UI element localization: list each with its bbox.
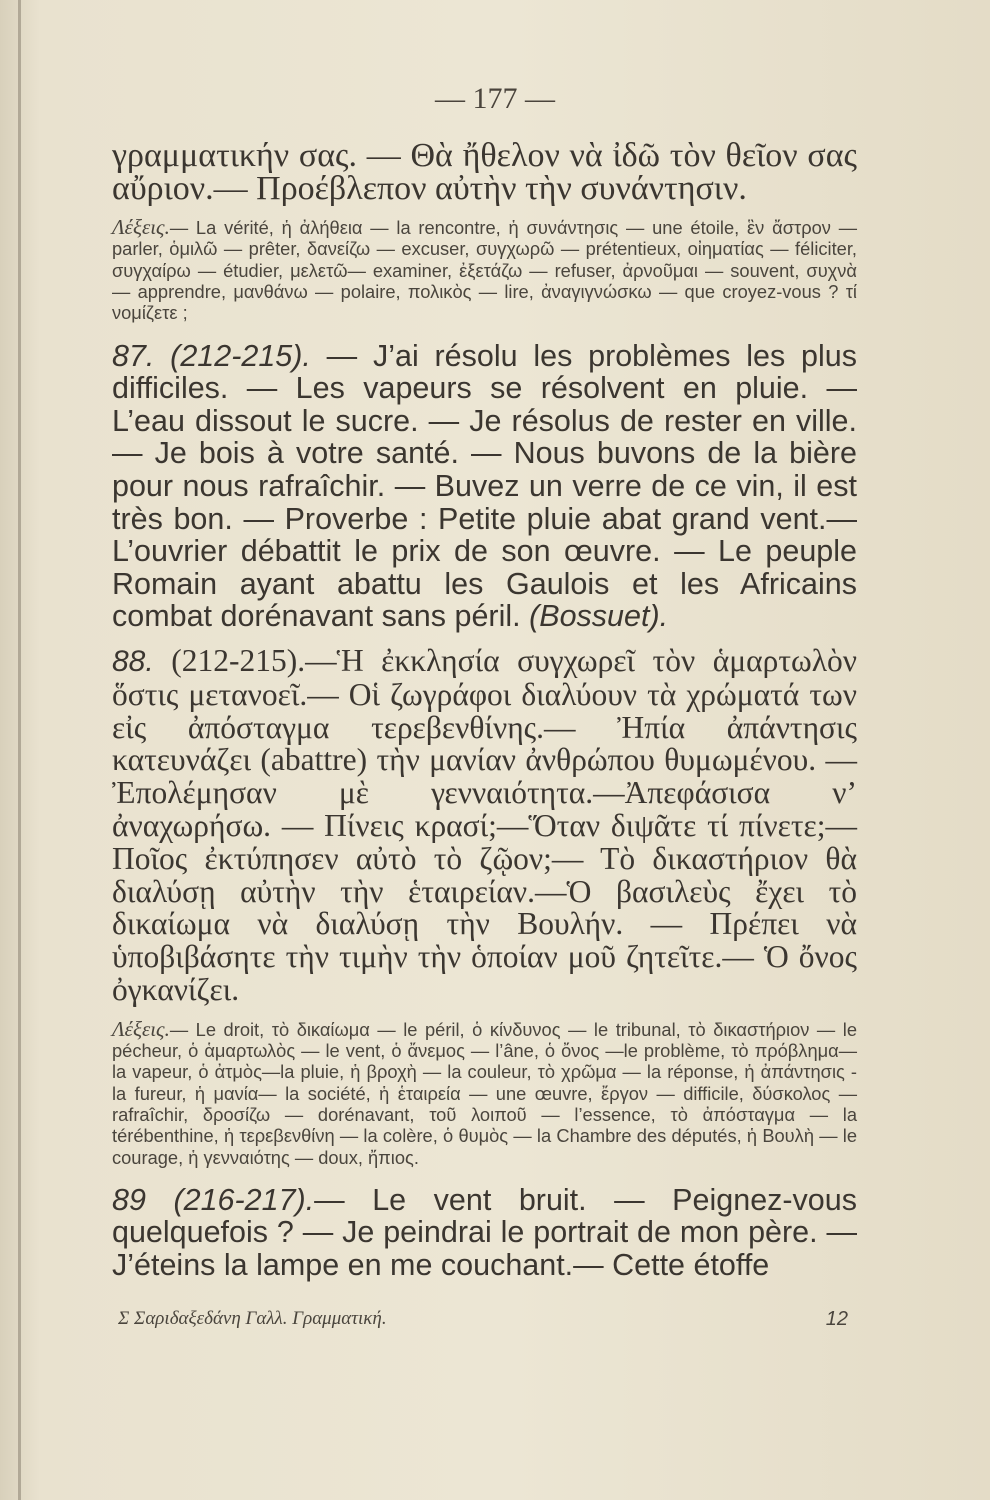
- vocabulary-label: Λέξεις.: [112, 1016, 170, 1041]
- exercise-number: 88.: [112, 645, 154, 679]
- footer-sheet-number: 12: [825, 1308, 848, 1330]
- exercise-87: [112, 340, 857, 633]
- exercise-88: [112, 645, 857, 1007]
- footer-signature: Σ Σαριδαξεδάνη Γαλλ. Γραμματική.: [118, 1308, 387, 1329]
- exercise-source: (Bossuet).: [529, 599, 669, 634]
- vocabulary-text: — La vérité, ἡ ἀλήθεια — la rencontre, ἡ συνάντησις — une étoile, ἓν ἄστρον — parler, ὁμιλῶ — prêter, δανείζω — excuser, συγχωρῶ — prétentieux, οἰηματίας — féliciter, συγχαίρω — étudier, μελετῶ— examiner, ἐξετάζω — refuser, ἀρνοῦμαι — souvent, συχνὰ — apprendre, μανθάνω — polaire, πολικὸς — lire, ἀναγιγνώσκω — que croyez-vous ? τί νομίζετε ;: [112, 217, 857, 324]
- exercise-text: — Le vent bruit. — Peignez-vous quelquefois ? — Je peindrai le portrait de mon père. — J’éteins la lampe en me couchant.— Cette étoffe: [112, 1182, 857, 1283]
- binding-gutter: [18, 0, 21, 1500]
- intro-paragraph: γραμματικήν σας. — Θὰ ἤθελον νὰ ἰδῶ τὸν θεῖον σας αὔριον.— Προέβλεπον αὐτὴν τὴν συνάντησιν.: [112, 137, 857, 207]
- exercise-number: 89 (216-217).: [112, 1182, 315, 1217]
- exercise-89: [112, 1184, 857, 1282]
- exercise-number: 87. (212-215).: [112, 338, 311, 373]
- vocabulary-block-2: [112, 1016, 857, 1168]
- vocabulary-label: Λέξεις.: [112, 215, 170, 240]
- vocabulary-block-1: [112, 217, 857, 323]
- vocabulary-text: — Le droit, τὸ δικαίωμα — le péril, ὁ κίνδυνος — le tribunal, τὸ δικαστήριον — le pécheur, ὁ ἁμαρτωλὸς — le vent, ὁ ἄνεμος — l’âne, ὁ ὄνος —le problème, τὸ πρόβλημα—la vapeur, ὁ ἀτμὸς—la pluie, ἡ βροχὴ — la couleur, τὸ χρῶμα — la réponse, ἡ ἀπάντησις - la fureur, ἡ μανία— la société, ἡ ἑταιρεία — une œuvre, ἔργον — difficile, δύσκολος — rafraîchir, δροσίζω — dorénavant, τοῦ λοιποῦ — l’essence, τὸ ἀπόσταγμα — la térébenthine, ἡ τερεβενθίνη — la colère, ὁ θυμὸς — la Chambre des députés, ἡ Βουλὴ — le courage, ἡ γενναιότης — doux, ἤπιος.: [112, 1018, 857, 1168]
- page-number: — 177 —: [435, 82, 555, 115]
- exercise-text: — J’ai résolu les problèmes les plus difficiles. — Les vapeurs se résolvent en pluie. — L’eau dissout le sucre. — Je résolus de rester en ville. — Je bois à votre santé. — Nous buvons de la bière pour nous rafraîchir. — Buvez un verre de ce vin, il est très bon. — Proverbe : Petite pluie abat grand vent.— L’ouvrier débattit le prix de son œuvre. — Le peuple Romain ayant abattu les Gaulois et les Africains combat dorénavant sans péril.: [112, 338, 857, 634]
- exercise-text: (212-215).—Ἡ ἐκκλησία συγχωρεῖ τὸν ἁμαρτωλὸν ὅστις μετανοεῖ.— Οἱ ζωγράφοι διαλύουν τὰ χρώματά των εἰς ἀπόσταγμα τερεβενθίνης.— Ἠπία ἀπάντησις κατευνάζει (abattre) τὴν μανίαν ἀνθρώπου θυμωμένου. — Ἐπολέμησαν μὲ γενναιότητα.—Ἀπεφάσισα ν’ ἀναχωρήσω. — Πίνεις κρασί;—Ὅταν διψᾶτε τί πίνετε;— Ποῖος ἐκτύπησεν αὐτὸ τὸ ζῷον;— Τὸ δικαστήριον θὰ διαλύσῃ αὐτὴν τὴν ἑταιρείαν.—Ὁ βασιλεὺς ἔχει τὸ δικαίωμα νὰ διαλύσῃ τὴν Βουλήν. — Πρέπει νὰ ὑποβιβάσητε τὴν τιμὴν τὴν ὁποίαν μοῦ ζητεῖτε.— Ὁ ὄνος ὀγκανίζει.: [112, 643, 857, 1007]
- page-content: [112, 137, 857, 1294]
